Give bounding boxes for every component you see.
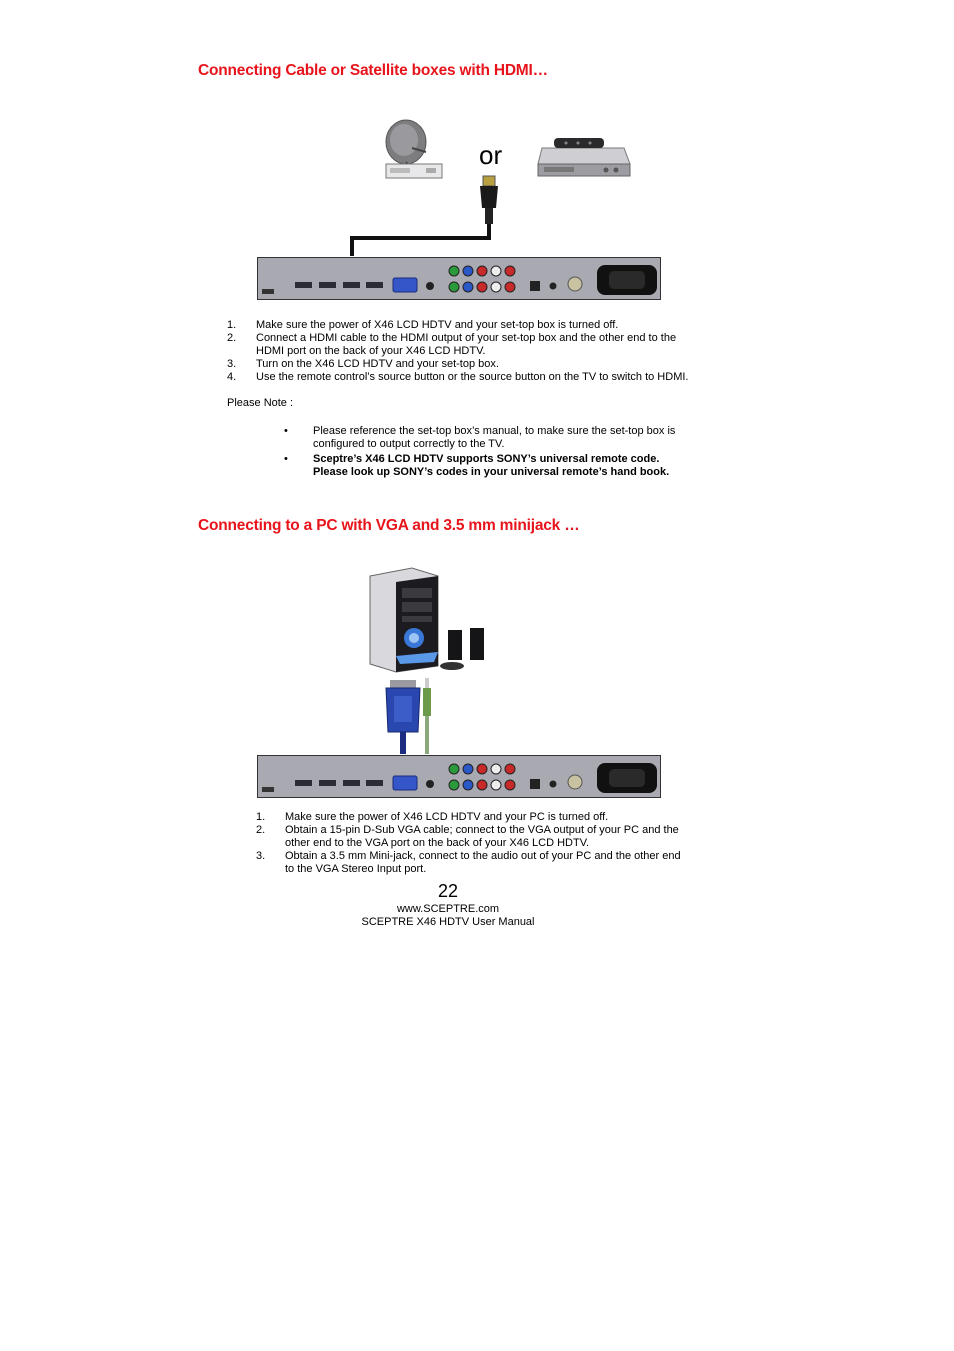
pc-tower-icon (366, 566, 492, 674)
step-text: Turn on the X46 LCD HDTV and your set-top box. (256, 358, 499, 370)
footer-website: www.SCEPTRE.com (396, 903, 500, 915)
step-text: Connect a HDMI cable to the HDMI output of your set-top box and the other end to the (256, 332, 677, 344)
page-number: 22 (437, 881, 459, 901)
step-text: other end to the VGA port on the back of your X46 LCD HDTV. (285, 837, 590, 849)
step-number: 4. (227, 371, 237, 383)
note-text: Sceptre’s X46 LCD HDTV supports SONY’s universal remote code. (313, 453, 660, 465)
note-text: configured to output correctly to the TV. (313, 438, 505, 450)
step-text: Make sure the power of X46 LCD HDTV and your set-top box is turned off. (256, 319, 619, 331)
tv-back-panel-1 (257, 257, 662, 301)
step-text: to the VGA Stereo Input port. (285, 863, 427, 875)
step-text: Make sure the power of X46 LCD HDTV and your PC is turned off. (285, 811, 609, 823)
footer-manual-title: SCEPTRE X46 HDTV User Manual (361, 916, 535, 928)
step-number: 2. (227, 332, 237, 344)
step-text: HDMI port on the back of your X46 LCD HDTV. (256, 345, 486, 357)
bullet-icon: • (284, 453, 288, 465)
hdmi-cable-icon (340, 174, 510, 258)
tv-back-panel-2 (257, 755, 662, 799)
note-label: Please Note : (227, 397, 294, 409)
step-text: Obtain a 15-pin D-Sub VGA cable; connect to the VGA output of your PC and the (285, 824, 679, 836)
bullet-icon: • (284, 425, 288, 437)
section1-heading: Connecting Cable or Satellite boxes with HDMI… (198, 62, 548, 79)
step-number: 1. (256, 811, 266, 823)
step-text: Obtain a 3.5 mm Mini-jack, connect to the audio out of your PC and the other end (285, 850, 681, 862)
vga-cable-icon (380, 676, 442, 756)
note-text: Please reference the set-top box’s manual, to make sure the set-top box is (313, 425, 676, 437)
note-text: Please look up SONY’s codes in your universal remote’s hand book. (313, 466, 670, 478)
step-number: 3. (256, 850, 266, 862)
step-number: 1. (227, 319, 237, 331)
or-label: or (479, 140, 503, 170)
section2-heading: Connecting to a PC with VGA and 3.5 mm minijack … (198, 517, 580, 534)
step-number: 3. (227, 358, 237, 370)
step-number: 2. (256, 824, 266, 836)
step-text: Use the remote control’s source button or the source button on the TV to switch to HDMI. (256, 371, 689, 383)
set-top-box-icon (536, 134, 632, 180)
